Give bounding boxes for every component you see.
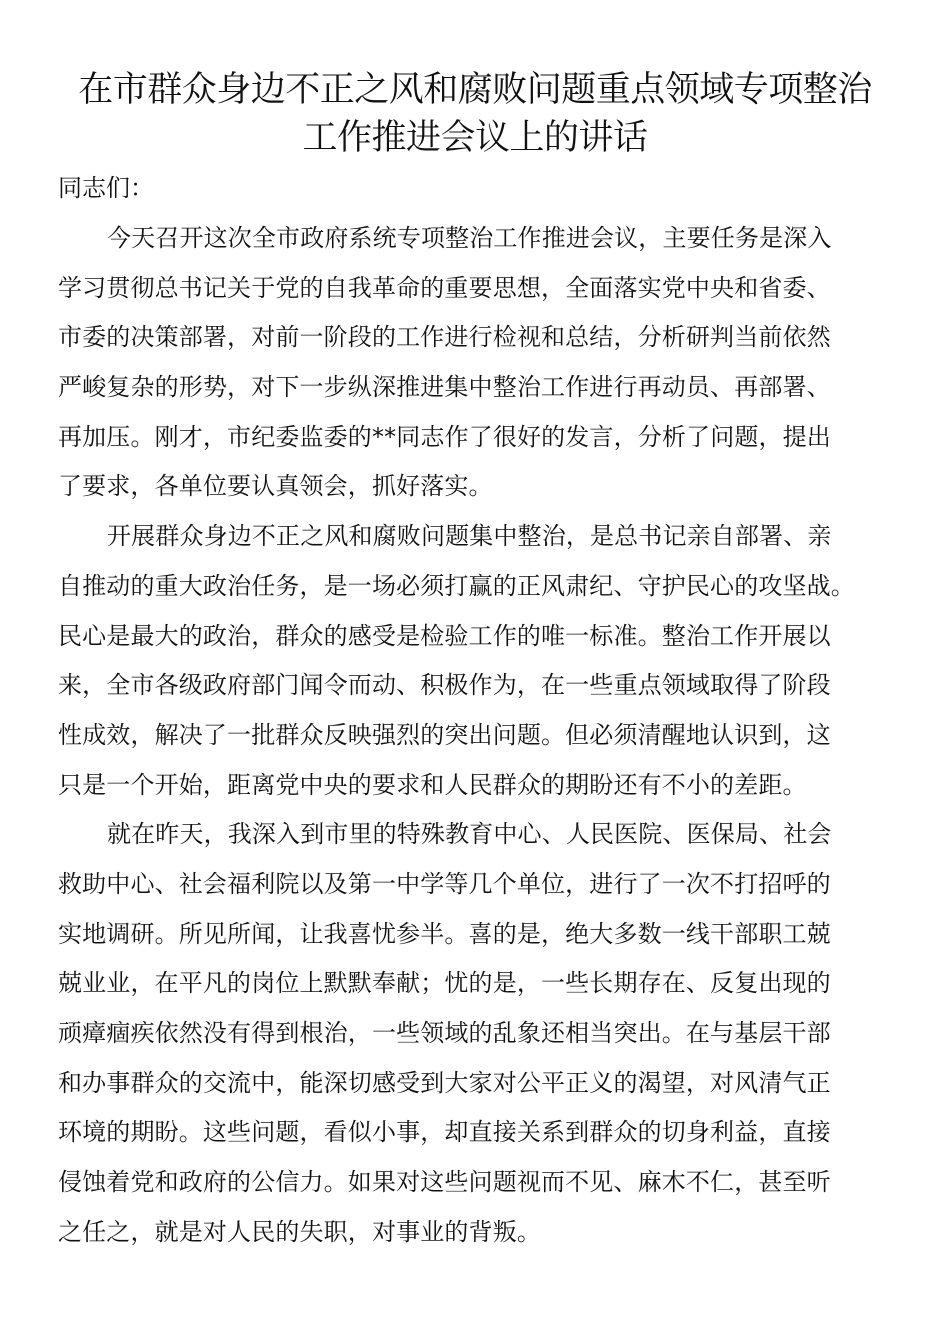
paragraph-line: 再加压。刚才，市纪委监委的**同志作了很好的发言，分析了问题，提出 [58, 422, 831, 451]
paragraph-line: 自推动的重大政治任务，是一场必须打赢的正风肃纪、守护民心的攻坚战。 [58, 571, 855, 600]
paragraph-line: 兢业业，在平凡的岗位上默默奉献；忧的是，一些长期存在、反复出现的 [58, 969, 831, 998]
document-title-line-1: 在市群众身边不正之风和腐败问题重点领域专项整治 [78, 70, 872, 110]
paragraph-1 [58, 220, 898, 518]
paragraph-line: 只是一个开始，距离党中央的要求和人民群众的期盼还有不小的差距。 [58, 770, 807, 799]
paragraph-line: 性成效，解决了一批群众反映强烈的突出问题。但必须清醒地认识到，这 [58, 720, 831, 749]
paragraph-line: 今天召开这次全市政府系统专项整治工作推进会议，主要任务是深入 [107, 224, 832, 252]
paragraph-line: 民心是最大的政治，群众的感受是检验工作的唯一标准。整治工作开展以 [58, 621, 831, 650]
paragraph-line: 实地调研。所见所闻，让我喜忧参半。喜的是，绝大多数一线干部职工兢 [58, 919, 831, 948]
paragraph-line: 之任之，就是对人民的失职，对事业的背叛。 [58, 1217, 541, 1246]
paragraph-line: 学习贯彻总书记关于党的自我革命的重要思想，全面落实党中央和省委、 [58, 273, 831, 302]
paragraph-line: 市委的决策部署，对前一阶段的工作进行检视和总结，分析研判当前依然 [58, 323, 831, 352]
paragraph-line: 开展群众身边不正之风和腐败问题集中整治，是总书记亲自部署、亲 [107, 522, 832, 551]
paragraph-line: 救助中心、社会福利院以及第一中学等几个单位，进行了一次不打招呼的 [58, 869, 831, 898]
paragraph-line: 了要求，各单位要认真领会，抓好落实。 [58, 472, 493, 501]
paragraph-line: 侵蚀着党和政府的公信力。如果对这些问题视而不见、麻木不仁，甚至听 [58, 1168, 831, 1197]
salutation: 同志们： [58, 174, 154, 202]
paragraph-2 [58, 518, 898, 816]
paragraph-line: 环境的期盼。这些问题，看似小事，却直接关系到群众的切身利益，直接 [58, 1118, 831, 1147]
paragraph-line: 来，全市各级政府部门闻令而动、积极作为，在一些重点领域取得了阶段 [58, 671, 831, 700]
paragraph-3 [58, 816, 898, 1263]
paragraph-line: 和办事群众的交流中，能深切感受到大家对公平正义的渴望，对风清气正 [58, 1068, 831, 1097]
paragraph-line: 顽瘴痼疾依然没有得到根治，一些领域的乱象还相当突出。在与基层干部 [58, 1019, 831, 1047]
document-body [58, 220, 898, 1263]
document-title-line-2: 工作推进会议上的讲话 [302, 118, 648, 158]
paragraph-line: 严峻复杂的形势，对下一步纵深推进集中整治工作进行再动员、再部署、 [58, 373, 831, 402]
paragraph-line: 就在昨天，我深入到市里的特殊教育中心、人民医院、医保局、社会 [107, 820, 832, 849]
